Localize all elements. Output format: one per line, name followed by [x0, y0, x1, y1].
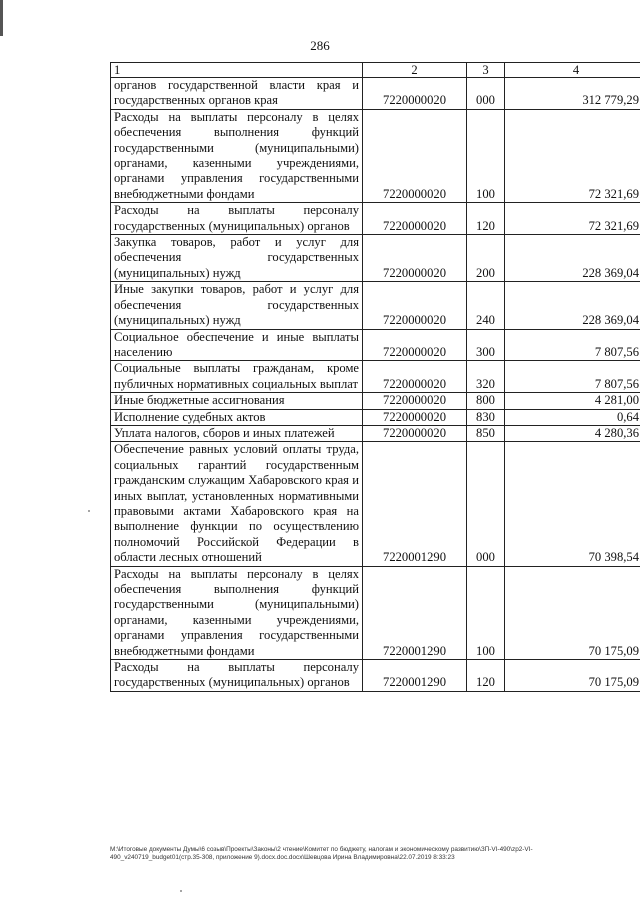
- row-sum: 7 807,56: [505, 361, 640, 393]
- row-type: 800: [467, 393, 505, 409]
- document-path-footer: M:\Итоговые документы Думы\6 созыв\Проекты\Законы\2 чтение\Комитет по бюджету, налогам и экономическому развитию\ЗП-VI-490\zp2-VI-490_v240719_budget01(стр.35-308, приложение 9).docx.doc.docx\Шевцова Ирина Владимировна\22.07.2019 8:33:23: [110, 846, 533, 861]
- row-name: Иные закупки товаров, работ и услуг для обеспечения государственных (муниципальных) нужд: [111, 282, 363, 329]
- row-code: 7220000020: [363, 393, 467, 409]
- row-sum: 228 369,04: [505, 282, 640, 329]
- row-code: 7220000020: [363, 78, 467, 110]
- row-sum: 72 321,69: [505, 203, 640, 235]
- row-name: Расходы на выплаты персоналу в целях обеспечения выполнения функций государственными (муниципальными) органами, казенными учреждениями, органами управления государственными внебюджетными фондами: [111, 566, 363, 659]
- row-sum: 7 807,56: [505, 329, 640, 361]
- row-sum: 228 369,04: [505, 235, 640, 282]
- row-name: Социальное обеспечение и иные выплаты населению: [111, 329, 363, 361]
- row-type: 240: [467, 282, 505, 329]
- scan-edge-mark: [0, 0, 3, 36]
- row-name: Иные бюджетные ассигнования: [111, 393, 363, 409]
- row-code: 7220000020: [363, 425, 467, 441]
- table-row: [111, 393, 640, 409]
- row-name: Расходы на выплаты персоналу государственных (муниципальных) органов: [111, 660, 363, 692]
- row-type: 320: [467, 361, 505, 393]
- column-header-2: 2: [363, 63, 467, 78]
- table-row: [111, 361, 640, 393]
- row-code: 7220000020: [363, 282, 467, 329]
- column-header-4: 4: [505, 63, 640, 78]
- row-sum: 70 175,09: [505, 566, 640, 659]
- row-type: 000: [467, 78, 505, 110]
- row-sum: 312 779,29: [505, 78, 640, 110]
- table-row: [111, 409, 640, 425]
- table-row: [111, 282, 640, 329]
- row-type: 120: [467, 660, 505, 692]
- row-name: Уплата налогов, сборов и иных платежей: [111, 425, 363, 441]
- row-sum: 4 281,00: [505, 393, 640, 409]
- row-name: Расходы на выплаты персоналу государственных (муниципальных) органов: [111, 203, 363, 235]
- row-name: Расходы на выплаты персоналу в целях обеспечения выполнения функций государственными (муниципальными) органами, казенными учреждениями, органами управления государственными внебюджетными фондами: [111, 109, 363, 202]
- scan-speck: [88, 510, 90, 512]
- row-name: Социальные выплаты гражданам, кроме публичных нормативных социальных выплат: [111, 361, 363, 393]
- row-type: 100: [467, 109, 505, 202]
- page-number: 286: [310, 38, 330, 53]
- table-row: [111, 235, 640, 282]
- row-type: 120: [467, 203, 505, 235]
- row-code: 7220000020: [363, 409, 467, 425]
- table-row: [111, 442, 640, 566]
- row-sum: 4 280,36: [505, 425, 640, 441]
- row-code: 7220000020: [363, 109, 467, 202]
- table-header-row: [111, 63, 640, 78]
- table-row: [111, 109, 640, 202]
- row-code: 7220001290: [363, 442, 467, 566]
- table-row: [111, 566, 640, 659]
- row-sum: 70 175,09: [505, 660, 640, 692]
- budget-table: [110, 62, 640, 692]
- row-type: 200: [467, 235, 505, 282]
- table-row: [111, 329, 640, 361]
- row-sum: 0,64: [505, 409, 640, 425]
- row-sum: 70 398,54: [505, 442, 640, 566]
- row-name: Исполнение судебных актов: [111, 409, 363, 425]
- row-type: 000: [467, 442, 505, 566]
- row-name: Закупка товаров, работ и услуг для обеспечения государственных (муниципальных) нужд: [111, 235, 363, 282]
- table-row: [111, 660, 640, 692]
- row-name: Обеспечение равных условий оплаты труда, социальных гарантий государственным гражданским служащим Хабаровского края и иных выплат, установленных нормативными правовыми актами Хабаровского края на выполнение функции по осуществлению полномочий Российской Федерации в области лесных отношений: [111, 442, 363, 566]
- row-code: 7220000020: [363, 329, 467, 361]
- row-type: 100: [467, 566, 505, 659]
- row-type: 850: [467, 425, 505, 441]
- row-code: 7220001290: [363, 660, 467, 692]
- column-header-1: 1: [111, 63, 363, 78]
- row-code: 7220000020: [363, 361, 467, 393]
- row-code: 7220000020: [363, 203, 467, 235]
- column-header-3: 3: [467, 63, 505, 78]
- table-row: [111, 78, 640, 110]
- row-type: 830: [467, 409, 505, 425]
- row-name: органов государственной власти края и государственных органов края: [111, 78, 363, 110]
- table-row: [111, 425, 640, 441]
- row-code: 7220001290: [363, 566, 467, 659]
- row-code: 7220000020: [363, 235, 467, 282]
- row-sum: 72 321,69: [505, 109, 640, 202]
- scan-speck: [180, 890, 182, 892]
- row-type: 300: [467, 329, 505, 361]
- table-row: [111, 203, 640, 235]
